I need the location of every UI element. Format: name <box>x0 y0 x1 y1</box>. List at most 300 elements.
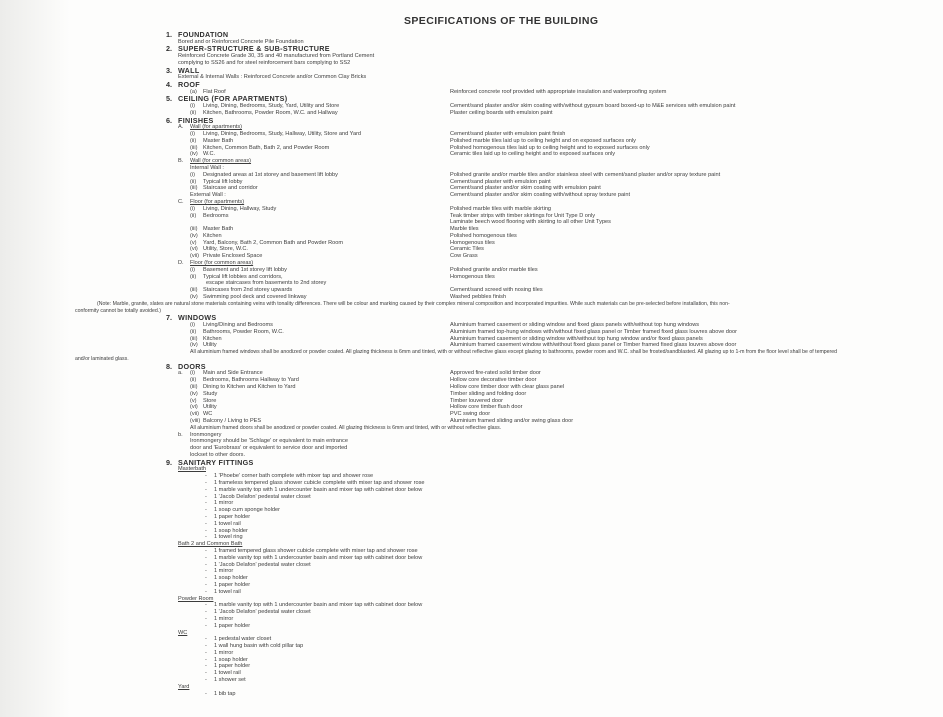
line-marker: (vi) <box>190 246 198 253</box>
line-specification: Aluminium framed sliding and/or swing glass door <box>450 418 574 424</box>
line-description: Bathrooms, Powder Room, W.C. <box>203 328 284 335</box>
line-marker: - <box>205 561 207 568</box>
line-specification: Polished granite and/or marble tiles <box>450 266 538 273</box>
line-description: Ironmongery should be 'Schlage' or equivalent to main entrance <box>190 438 348 445</box>
line-description: SUPER-STRUCTURE & SUB-STRUCTURE <box>178 44 330 54</box>
line-specification: Hollow core timber flush door <box>450 404 523 411</box>
spec-line <box>0 74 943 81</box>
line-description: Kitchen <box>203 232 222 239</box>
line-description: 1 mirror <box>214 615 234 622</box>
spec-line <box>0 398 943 405</box>
spec-line <box>0 124 943 131</box>
spec-line <box>0 657 943 664</box>
spec-line <box>0 494 943 501</box>
line-specification: Aluminium framed top-hung windows with/without fixed glass panel or Timber framed fixed glass louvres above door <box>450 328 737 335</box>
spec-line <box>0 336 943 343</box>
line-description: escape staircases from basements to 2nd storey <box>206 280 327 287</box>
line-description: 1 mirror <box>214 568 234 575</box>
spec-line <box>0 342 943 349</box>
line-marker: 8. <box>166 361 172 371</box>
spec-line <box>0 60 943 67</box>
line-marker: - <box>205 507 207 514</box>
line-marker: (viii) <box>190 418 201 424</box>
line-specification: Aluminium framed casement or sliding window with/without top hung window and/or fixed glass panels <box>450 335 703 342</box>
line-description: Typical lift lobbies and corridors, <box>203 273 283 280</box>
spec-line <box>0 452 943 459</box>
line-description: ROOF <box>178 79 200 89</box>
spec-line <box>0 384 943 391</box>
line-description: 1 wall hung basin with cold pillar tap <box>214 643 304 650</box>
line-description: Balcony / Living to PES <box>203 418 262 424</box>
line-description: 1 towel rail <box>214 588 241 595</box>
line-description: 1 'Jacob Delafon' pedestal water closet <box>214 561 311 568</box>
line-specification: Polished homogenous tiles laid up to ceiling height and to exposed surfaces only <box>450 144 650 151</box>
line-description: Master Bath <box>203 137 234 144</box>
line-description: 1 bib tap <box>214 690 236 697</box>
line-description: Reinforced Concrete Grade 30, 35 and 40 manufactured from Portland Cement <box>178 52 375 59</box>
line-description: Living, Dining, Hallway, Study <box>203 205 277 212</box>
spec-line <box>0 643 943 650</box>
line-specification: Cement/sand plaster with emulsion paint finish <box>450 130 566 137</box>
line-description: Study <box>203 390 218 397</box>
line-marker: - <box>205 479 207 486</box>
line-marker: - <box>205 656 207 663</box>
line-marker: (iv) <box>190 232 198 239</box>
spec-line <box>0 630 943 637</box>
line-description: Floor (for common areas) <box>190 260 254 267</box>
line-description: Wall (for common areas) <box>190 158 252 165</box>
line-specification: Polished granite and/or marble tiles and/or stainless steel with cement/sand plaster and/or spray texture paint <box>450 171 721 178</box>
line-description: Staircases from 2nd storey upwards <box>203 287 293 294</box>
spec-line <box>0 432 943 439</box>
spec-line <box>0 213 943 220</box>
line-marker: - <box>205 575 207 582</box>
spec-line <box>0 67 943 75</box>
line-description: All aluminium framed doors shall be anodized or powder coated. All glazing thickness is 6mm and tinted, with or without reflective glass. <box>190 424 502 431</box>
line-description: Bedrooms, Bathrooms Hallway to Yard <box>203 377 299 384</box>
line-marker: B. <box>178 158 184 165</box>
line-description: 1 paper holder <box>214 513 251 520</box>
spec-line <box>0 287 943 294</box>
spec-line <box>0 308 943 315</box>
line-specification: Homogenous tiles <box>450 273 495 280</box>
line-specification: Washed pebbles finish <box>450 294 507 301</box>
line-description: WC <box>203 411 213 418</box>
line-marker: (iii) <box>190 185 198 192</box>
spec-line <box>0 589 943 596</box>
line-marker: (i) <box>190 322 195 329</box>
spec-line <box>0 165 943 172</box>
line-marker: (iii) <box>190 335 198 342</box>
spec-line <box>0 677 943 684</box>
line-marker: (iii) <box>190 287 198 294</box>
line-description: Flat Roof <box>203 88 226 95</box>
spec-line <box>0 377 943 384</box>
line-specification: Timber sliding and folding door <box>450 390 527 397</box>
spec-line <box>0 602 943 609</box>
line-description: and/or laminated glass. <box>75 356 129 363</box>
line-description: Living, Dining, Bedrooms, Study, Yard, Utility and Store <box>203 102 340 109</box>
line-description: 1 soap holder <box>214 656 248 663</box>
line-description: 1 'Jacob Delafon' pedestal water closet <box>214 493 311 500</box>
line-description: door and 'Eurobrass' or equivalent to service door and imported <box>190 445 348 452</box>
line-marker: (iii) <box>190 226 198 233</box>
spec-line <box>0 45 943 53</box>
line-marker: - <box>205 493 207 500</box>
spec-line <box>0 314 943 322</box>
spec-line <box>0 31 943 39</box>
spec-line <box>0 487 943 494</box>
spec-line <box>0 425 943 432</box>
line-marker: - <box>205 513 207 520</box>
line-description: 1 soap holder <box>214 527 248 534</box>
spec-line <box>0 329 943 336</box>
line-marker: (iii) <box>190 144 198 151</box>
line-description: Utility <box>203 404 217 411</box>
spec-line <box>0 356 943 363</box>
line-marker: 5. <box>166 94 172 104</box>
spec-line <box>0 199 943 206</box>
line-marker: (v) <box>190 397 197 404</box>
line-marker: (iv) <box>190 151 198 158</box>
line-description: (Note: Marble, granite, slates are natural stone materials containing veins with tonality differences. There will be colour and marking caused by their complex mineral composition and incorporated impurities. While such materials can be pre-selected before installation, this non- <box>97 300 730 307</box>
line-marker: - <box>205 500 207 507</box>
line-description: Store <box>203 397 217 404</box>
line-description: 1 frameless tempered glass shower cubicle complete with mixer tap and shower rose <box>214 479 425 486</box>
line-marker: 4. <box>166 79 172 89</box>
line-specification: Homogenous tiles <box>450 239 495 246</box>
spec-line <box>0 459 943 467</box>
line-description: Bedrooms <box>203 212 229 219</box>
line-specification: Timber louvered door <box>450 397 503 404</box>
line-specification: Polished homogenous tiles <box>450 232 517 239</box>
line-description: Living/Dining and Bedrooms <box>203 322 273 329</box>
line-specification: Aluminium framed casement or sliding window and fixed glass panels with/without top hung windows <box>450 322 700 329</box>
line-marker: (vii) <box>190 411 200 418</box>
spec-line <box>0 480 943 487</box>
line-marker: - <box>205 643 207 650</box>
line-marker: (ii) <box>190 109 197 116</box>
spec-line <box>0 555 943 562</box>
line-description: Designated areas at 1st storey and basement lift lobby <box>203 171 338 178</box>
line-specification: Polished marble tiles laid up to ceiling height and on exposed surfaces only <box>450 137 636 144</box>
spec-line <box>0 110 943 117</box>
page-title: SPECIFICATIONS OF THE BUILDING <box>404 15 599 27</box>
line-description: 1 soap holder <box>214 575 248 582</box>
line-marker: (i) <box>190 130 195 137</box>
spec-line <box>0 246 943 253</box>
spec-line <box>0 391 943 398</box>
spec-line <box>0 514 943 521</box>
spec-line <box>0 294 943 301</box>
line-description: Floor (for apartments) <box>190 198 245 205</box>
spec-line <box>0 103 943 110</box>
spec-line <box>0 363 943 371</box>
line-description: Private Enclosed Space <box>203 253 263 260</box>
line-marker: (vi) <box>190 404 198 411</box>
line-description: Yard, Balcony, Bath 2, Common Bath and Powder Room <box>203 239 344 246</box>
line-marker: - <box>205 581 207 588</box>
line-marker: - <box>205 568 207 575</box>
spec-line <box>0 138 943 145</box>
spec-line <box>0 81 943 89</box>
spec-line <box>0 609 943 616</box>
spec-line <box>0 528 943 535</box>
spec-line <box>0 541 943 548</box>
line-description: Internal Wall : <box>190 164 224 171</box>
line-marker: (ii) <box>190 178 197 185</box>
line-description: 1 'Phoebe' corner bath complete with mixer tap and shower rose <box>214 473 374 480</box>
line-marker: - <box>205 690 207 697</box>
line-marker: b. <box>178 431 183 438</box>
line-description: CEILING (FOR APARTMENTS) <box>178 94 288 104</box>
spec-line <box>0 267 943 274</box>
line-description: 1 soap cum sponge holder <box>214 507 280 514</box>
line-marker: - <box>205 609 207 616</box>
spec-line <box>0 562 943 569</box>
line-marker: 7. <box>166 313 172 323</box>
spec-line <box>0 548 943 555</box>
spec-line <box>0 418 943 425</box>
line-description: 1 marble vanity top with 1 undercounter basin and mixer tap with cabinet door below <box>214 554 423 561</box>
line-specification: Aluminium framed casement window with/without fixed glass panel or Timber framed fixed glass louvres above door <box>450 342 737 349</box>
line-description: Staircase and corridor <box>203 185 258 192</box>
line-marker: (i) <box>190 102 195 109</box>
spec-line <box>0 192 943 199</box>
line-marker: (i) <box>190 266 195 273</box>
line-marker: - <box>205 520 207 527</box>
line-specification: Approved fire-rated solid timber door <box>450 370 541 377</box>
spec-line <box>0 568 943 575</box>
spec-line <box>0 684 943 691</box>
line-description: Master Bath <box>203 226 234 233</box>
spec-line <box>0 670 943 677</box>
line-marker: (ii) <box>190 212 197 219</box>
line-specification: PVC swing door <box>450 411 491 418</box>
line-marker: (i) <box>190 370 195 377</box>
line-marker: - <box>205 486 207 493</box>
line-marker: - <box>205 615 207 622</box>
line-marker: - <box>205 473 207 480</box>
line-description: 1 pedestal water closet <box>214 636 272 643</box>
line-specification: Ceramic Tiles <box>450 246 484 253</box>
line-marker: (i) <box>190 205 195 212</box>
line-marker: - <box>205 588 207 595</box>
spec-line <box>0 179 943 186</box>
line-specification: Plaster ceiling boards with emulsion paint <box>450 109 553 116</box>
line-description: 1 paper holder <box>214 663 251 670</box>
spec-line <box>0 240 943 247</box>
line-specification: Polished marble tiles with marble skirting <box>450 205 552 212</box>
line-description: External Wall : <box>190 192 226 199</box>
line-specification: Laminate beech wood flooring with skirting to all other Unit Types <box>450 219 611 226</box>
line-marker: (vii) <box>190 253 200 260</box>
line-description: 1 shower set <box>214 677 246 684</box>
line-marker: - <box>205 602 207 609</box>
line-specification: Cow Grass <box>450 253 478 260</box>
line-description: 1 mirror <box>214 500 234 507</box>
line-marker: (ii) <box>190 137 197 144</box>
line-marker: - <box>205 527 207 534</box>
spec-line <box>0 691 943 698</box>
spec-line <box>0 370 943 377</box>
spec-line <box>0 500 943 507</box>
line-description: Typical lift lobby <box>203 178 243 185</box>
line-marker: (iv) <box>190 342 198 349</box>
spec-line <box>0 260 943 267</box>
spec-line <box>0 636 943 643</box>
spec-line <box>0 131 943 138</box>
spec-line <box>0 301 943 308</box>
line-description: Kitchen, Bathrooms, Powder Room, W.C. and Hallway <box>203 109 338 116</box>
line-description: Kitchen, Common Bath, Bath 2, and Powder Room <box>203 144 330 151</box>
line-specification: Marble tiles <box>450 226 479 233</box>
line-marker: (iv) <box>190 294 198 301</box>
spec-line <box>0 145 943 152</box>
line-description: Masterbath <box>178 466 206 473</box>
spec-line <box>0 349 943 356</box>
line-specification: Ceramic tiles laid up to ceiling height and to exposed surfaces only <box>450 151 616 158</box>
line-description: WINDOWS <box>178 313 217 323</box>
line-description: Living, Dining, Bedrooms, Study, Hallway, Utility, Store and Yard <box>203 130 362 137</box>
line-description: Utility <box>203 342 217 349</box>
line-description: Powder Room <box>178 595 214 602</box>
line-marker: D. <box>178 260 184 267</box>
line-marker: 2. <box>166 44 172 54</box>
line-description: Utility, Store, W.C. <box>203 246 248 253</box>
line-marker: (ii) <box>190 273 197 280</box>
line-marker: A. <box>178 124 184 131</box>
spec-line <box>0 253 943 260</box>
line-specification: Teak timber strips with timber skirtings for Unit Type D only <box>450 212 596 219</box>
line-description: External & Internal Walls : Reinforced Concrete and/or Common Clay Bricks <box>178 74 367 81</box>
line-description: 1 paper holder <box>214 581 251 588</box>
line-marker: (ii) <box>190 328 197 335</box>
spec-line <box>0 663 943 670</box>
line-description: Dining to Kitchen and Kitchen to Yard <box>203 384 296 391</box>
line-marker: - <box>205 670 207 677</box>
spec-line <box>0 404 943 411</box>
line-specification: Hollow core timber door with clear glass panel <box>450 384 565 391</box>
line-description: 1 towel rail <box>214 520 241 527</box>
spec-line <box>0 582 943 589</box>
line-specification: Reinforced concrete roof provided with appropriate insulation and waterproofing system <box>450 88 667 95</box>
line-marker: - <box>205 622 207 629</box>
line-description: Bath 2 and Common Bath <box>178 541 243 548</box>
spec-line <box>0 575 943 582</box>
line-description: WC <box>178 629 188 636</box>
line-marker: 6. <box>166 115 172 125</box>
line-specification: Hollow core decorative timber door <box>450 377 537 384</box>
spec-line <box>0 411 943 418</box>
spec-line <box>0 233 943 240</box>
line-description: Swimming pool deck and covered linkway <box>203 294 307 301</box>
line-marker: - <box>205 554 207 561</box>
spec-line <box>0 226 943 233</box>
spec-line <box>0 274 943 281</box>
line-description: 1 towel rail <box>214 670 241 677</box>
line-marker: - <box>205 636 207 643</box>
line-description: complying to SS26 and for steel reinforcement bars complying to SS2 <box>178 59 351 66</box>
spec-line <box>0 172 943 179</box>
line-marker: - <box>205 677 207 684</box>
line-description: Bored and or Reinforced Concrete Pile Foundation <box>178 38 304 45</box>
line-description: WALL <box>178 65 200 75</box>
spec-line <box>0 445 943 452</box>
line-specification: Cement/sand plaster and/or skim coating with/without spray texture paint <box>450 192 631 199</box>
line-marker: C. <box>178 198 184 205</box>
line-marker: 1. <box>166 30 172 39</box>
line-specification: Cement/sand plaster and/or skim coating with/without gypsum board boxed-up to M&E services with emulsion paint <box>450 102 736 109</box>
spec-line <box>0 89 943 96</box>
sub-letter-marker: a. <box>178 370 183 377</box>
line-marker: (ii) <box>190 377 197 384</box>
spec-line <box>0 507 943 514</box>
line-description: lockset to other doors. <box>190 451 246 458</box>
spec-line <box>0 623 943 630</box>
line-description: 1 framed tempered glass shower cubicle complete with mixer tap and shower rose <box>214 547 418 554</box>
line-description: 1 marble vanity top with 1 undercounter basin and mixer tap with cabinet door below <box>214 486 423 493</box>
line-marker: - <box>205 534 207 541</box>
spec-line <box>0 185 943 192</box>
line-description: 1 mirror <box>214 649 234 656</box>
spec-lines <box>0 31 943 697</box>
line-description: 1 'Jacob Delafon' pedestal water closet <box>214 609 311 616</box>
spec-line <box>0 466 943 473</box>
spec-line <box>0 219 943 226</box>
line-marker: (iii) <box>190 384 198 391</box>
spec-line <box>0 438 943 445</box>
spec-line <box>0 95 943 103</box>
line-specification: Cement/sand plaster with emulsion paint <box>450 178 551 185</box>
line-marker: - <box>205 663 207 670</box>
line-marker: (i) <box>190 171 195 178</box>
line-marker: 9. <box>166 457 172 467</box>
line-description: All aluminium framed windows shall be anodized or powder coated. All glazing thickness is 6mm and tinted, with or without reflective glass except glazing to bathrooms, powder room and W.C. shall be frosted/sandblasted. All glazing up to 1-m from the floor level shall be of tempered <box>190 349 838 356</box>
line-marker: (v) <box>190 239 197 246</box>
line-marker: (iv) <box>190 390 198 397</box>
line-description: FINISHES <box>178 115 214 125</box>
spec-line <box>0 117 943 125</box>
spec-line <box>0 473 943 480</box>
line-description: Wall (for apartments) <box>190 124 243 131</box>
spec-line <box>0 206 943 213</box>
line-description: Yard <box>178 683 190 690</box>
spec-line <box>0 39 943 46</box>
line-marker: 3. <box>166 65 172 75</box>
spec-line <box>0 53 943 60</box>
line-description: FOUNDATION <box>178 30 229 39</box>
line-specification: Cement/sand screed with nosing tiles <box>450 287 543 294</box>
line-description: 1 marble vanity top with 1 undercounter basin and mixer tap with cabinet door below <box>214 602 423 609</box>
line-description: W.C. <box>203 151 216 158</box>
spec-line <box>0 280 943 287</box>
spec-line <box>0 616 943 623</box>
line-description: Ironmongery <box>190 431 222 438</box>
spec-line <box>0 151 943 158</box>
spec-line <box>0 650 943 657</box>
line-description: Kitchen <box>203 335 222 342</box>
line-marker: - <box>205 547 207 554</box>
line-description: Main and Side Entrance <box>203 370 263 377</box>
spec-line <box>0 322 943 329</box>
line-description: conformity cannot be totally avoided.) <box>75 307 161 314</box>
line-description: 1 paper holder <box>214 622 251 629</box>
line-description: Basement and 1st storey lift lobby <box>203 266 287 273</box>
line-specification: Cement/sand plaster and/or skim coating with emulsion paint <box>450 185 601 192</box>
spec-line <box>0 521 943 528</box>
spec-line <box>0 596 943 603</box>
